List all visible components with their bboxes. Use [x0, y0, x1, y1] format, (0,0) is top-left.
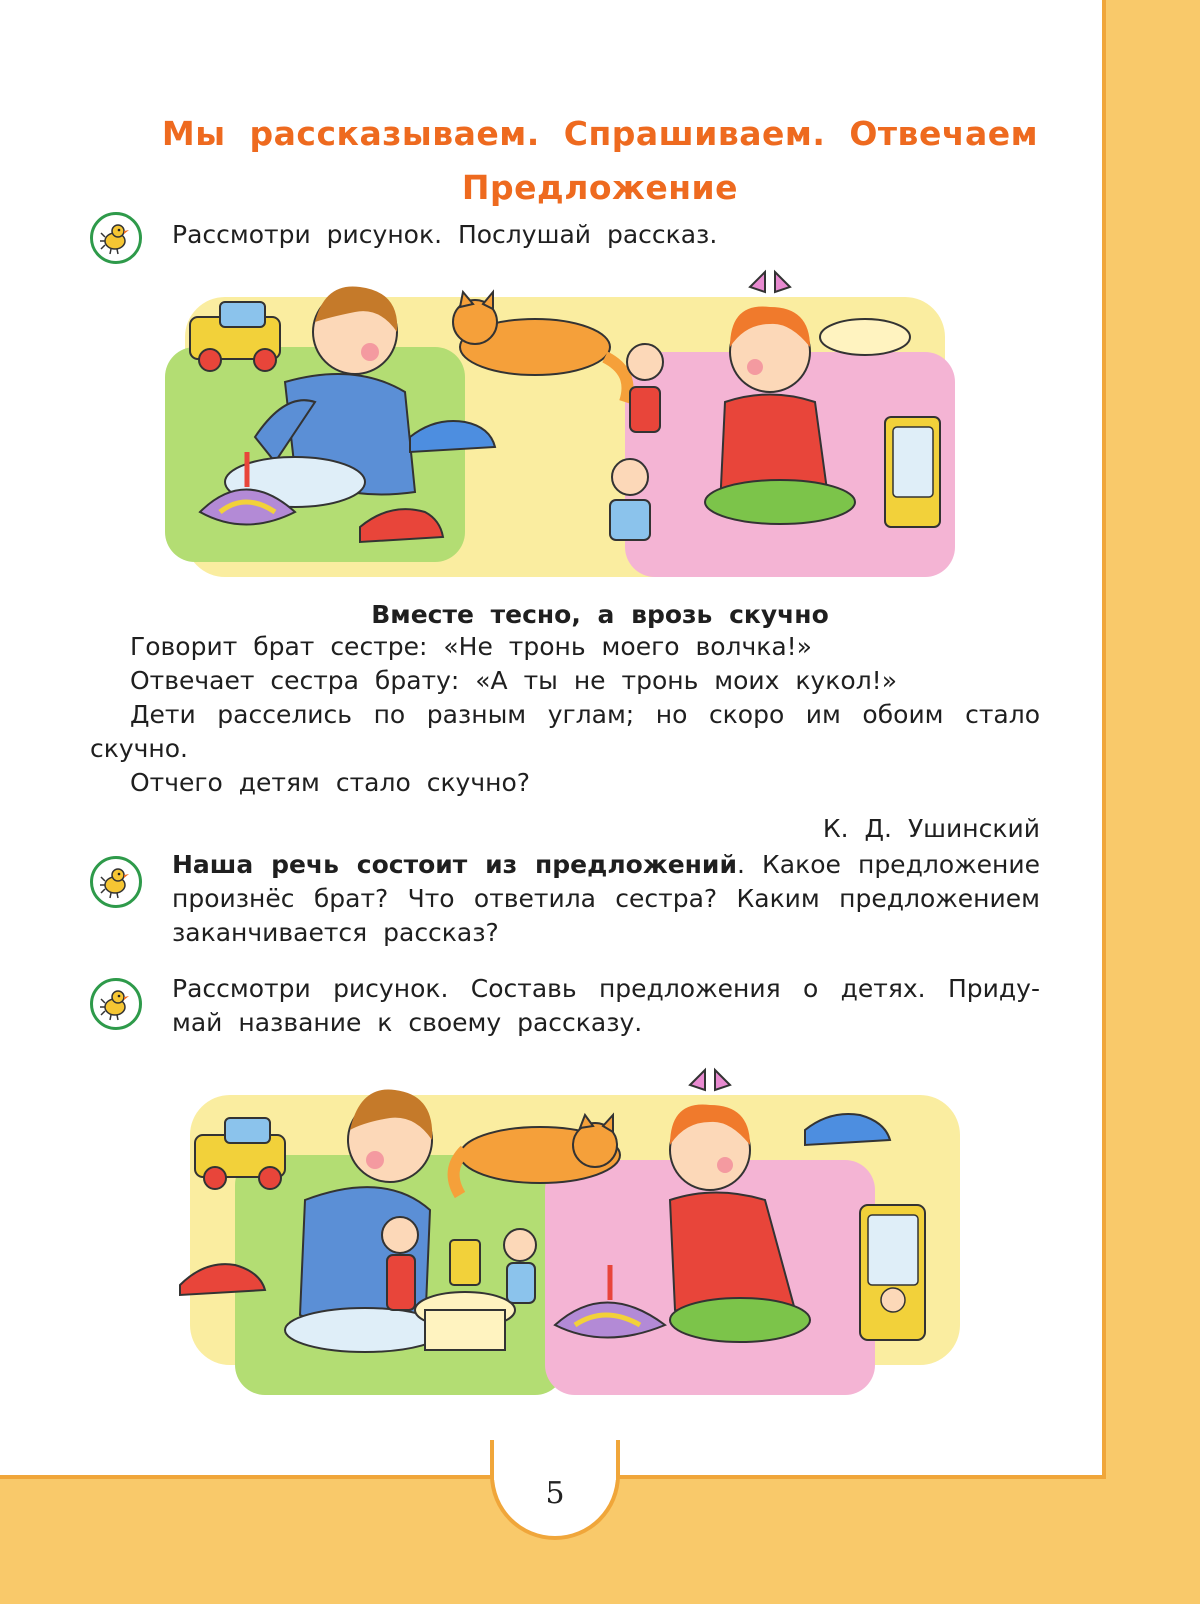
story-author: К. Д. Ушинский	[822, 814, 1040, 843]
page-number: 5	[545, 1476, 565, 1511]
page-number-tab-cover	[494, 1430, 616, 1480]
story-line: Отчего детям стало скучно?	[130, 768, 531, 797]
story-line: Отвечает сестра брату: «А ты не тронь моих кукол!»	[130, 666, 897, 695]
illustration-siblings-together	[175, 1060, 965, 1405]
task-2-rest: . Какое предложение произнёс брат? Что ответила сестра? Каким предложением заканчивается рассказ?	[172, 850, 1041, 947]
task-2-bold: Наша речь состоит из предложений	[172, 850, 737, 879]
page-frame-right-line	[1102, 0, 1106, 1475]
story-line: Дети расселись по разным углам; но скоро им обоим стало скучно.	[90, 700, 1040, 763]
lesson-title: Мы рассказываем. Спрашиваем. Отвечаем	[161, 114, 1039, 153]
task-3-text: Рассмотри рисунок. Составь предложения о детях. Приду-май название к своему рассказу.	[172, 974, 1040, 1037]
bird-speaker-icon	[90, 978, 142, 1030]
story-title: Вместе тесно, а врозь скучно	[371, 600, 829, 629]
task-2-text	[172, 848, 1040, 950]
bird-speaker-icon	[90, 856, 142, 908]
story-line: Говорит брат сестре: «Не тронь моего волчка!»	[130, 632, 812, 661]
task-1-text: Рассмотри рисунок. Послушай рассказ.	[172, 220, 718, 249]
illustration-siblings-apart	[165, 262, 965, 592]
bird-speaker-icon	[90, 212, 142, 264]
lesson-subtitle: Предложение	[461, 168, 739, 207]
page-frame-right	[1106, 0, 1200, 1604]
